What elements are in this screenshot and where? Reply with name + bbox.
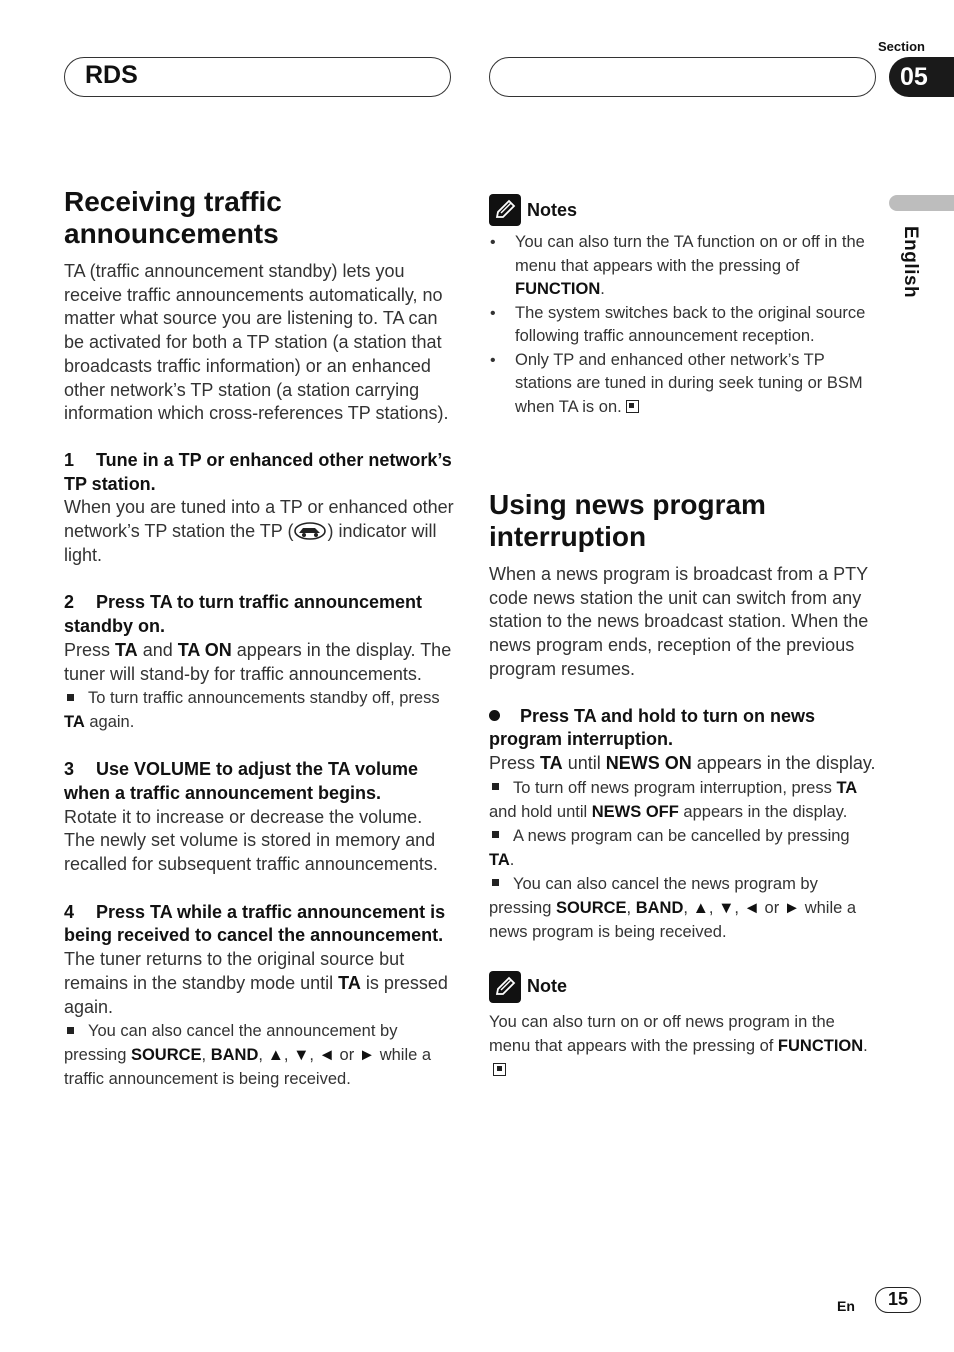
separator: ,	[708, 898, 719, 917]
key-label: TA	[64, 713, 85, 732]
step-2-tip	[64, 686, 454, 734]
tip-text: You can also cancel the news program by pressing	[489, 874, 818, 917]
separator: ,	[626, 898, 636, 917]
key-label: BAND	[210, 1046, 259, 1065]
separator: ,	[309, 1046, 319, 1065]
note-item	[489, 231, 879, 302]
body-text: until	[562, 752, 606, 773]
step-number: 4	[64, 901, 75, 922]
key-label: TA	[836, 778, 858, 797]
chapter-title: RDS	[85, 61, 138, 89]
tip-text: and hold until	[489, 802, 592, 821]
end-mark-icon	[493, 1063, 506, 1076]
tip-text: To turn traffic announcements standby off, press	[88, 689, 440, 708]
note-text: Only TP and enhanced other network’s TP stations are tuned in during seek tuning or BSM when TA is on.	[515, 350, 863, 416]
step-4-tip	[64, 1019, 454, 1091]
body-text: Press	[64, 639, 116, 660]
tip-bullet-icon	[492, 831, 499, 838]
tip-text: You can also cancel the announcement by pressing	[64, 1022, 398, 1065]
key-label: FUNCTION	[515, 280, 601, 298]
note-title: Note	[527, 976, 567, 997]
tip-text: To turn off news program interruption, press	[513, 778, 837, 797]
separator: ,	[283, 1046, 294, 1065]
tip-text: while a traffic announcement is being received.	[64, 1046, 432, 1089]
body-text: and	[137, 639, 178, 660]
key-label: TA	[540, 752, 563, 773]
up-arrow-icon: ▲	[267, 1046, 284, 1065]
news-intro: When a news program is broadcast from a PTY code news station the unit can switch from any station to the news broadcast station. When the news program ends, reception of the previous program resumes.	[489, 564, 869, 679]
notes-title: Notes	[527, 199, 578, 220]
body-text: appears in the display.	[691, 752, 876, 773]
notes-header	[489, 193, 879, 227]
section-label: Section	[878, 39, 925, 54]
note-text: You can also turn on or off news program in the menu that appears with the pressing of	[489, 1012, 835, 1055]
note-item	[489, 349, 879, 420]
key-label: TA	[338, 972, 361, 993]
step-heading-text: Use VOLUME to adjust the TA volume when a traffic announcement begins.	[64, 759, 419, 803]
tip-bullet-icon	[67, 694, 74, 701]
step-heading-text: Tune in a TP or enhanced other network’s TP station.	[64, 449, 452, 494]
separator: or	[334, 1046, 359, 1065]
body-text: ) indicator will light.	[64, 521, 437, 565]
display-label: NEWS ON	[605, 752, 692, 773]
key-label: SOURCE	[555, 898, 627, 917]
body-text: When you are tuned into a TP or enhanced other network’s TP station the TP (	[64, 497, 454, 542]
step-number: 1	[64, 449, 75, 470]
step-1-heading	[64, 449, 454, 496]
right-column	[489, 193, 879, 1082]
tip-bullet-icon	[67, 1027, 74, 1034]
body-text: appears in the display. The tuner will stand-by for traffic announcements.	[64, 639, 452, 684]
display-label: NEWS OFF	[591, 802, 679, 821]
tip-text: .	[509, 850, 515, 869]
step-2-heading	[64, 591, 454, 638]
step-4-body	[64, 948, 454, 1019]
page-number: 15	[875, 1287, 921, 1313]
news-tip-2	[489, 824, 879, 872]
language-code: En	[837, 1298, 855, 1314]
news-step-heading	[489, 705, 879, 752]
left-column	[64, 186, 454, 1091]
news-note	[489, 1010, 879, 1082]
step-number: 3	[64, 759, 75, 780]
tip-bullet-icon	[492, 783, 499, 790]
step-3-body: Rotate it to increase or decrease the volume. The newly set volume is stored in memory and recalled for subsequent traffic announcements.	[64, 806, 438, 875]
down-arrow-icon: ▼	[718, 898, 735, 917]
note-text: You can also turn the TA function on or off in the menu that appears with the pressing of	[515, 233, 865, 275]
pencil-note-icon	[489, 194, 521, 226]
step-heading-text: Press TA to turn traffic announcement standby on.	[64, 592, 423, 637]
left-arrow-icon: ◄	[318, 1046, 335, 1065]
note-header	[489, 970, 879, 1004]
tip-bullet-icon	[492, 879, 499, 886]
separator: ,	[258, 1046, 268, 1065]
step-bullet-icon	[489, 710, 500, 721]
step-number: 2	[64, 592, 75, 613]
tp-car-icon	[293, 521, 327, 541]
pencil-note-icon	[489, 971, 521, 1003]
note-text: .	[600, 280, 605, 298]
key-label: TA	[115, 639, 138, 660]
tip-text: while a news program is being received.	[489, 898, 857, 941]
key-label: SOURCE	[130, 1046, 202, 1065]
section-title-traffic: Receiving traffic announcements	[64, 186, 282, 249]
note-text: .	[863, 1036, 868, 1055]
section-title-news: Using news program interruption	[489, 489, 766, 552]
end-mark-icon	[626, 400, 639, 413]
body-text: The tuner returns to the original source but remains in the standby mode until	[64, 949, 405, 993]
header-blank-frame	[489, 57, 876, 97]
step-1-body	[64, 496, 454, 567]
separator: ,	[201, 1046, 211, 1065]
note-text: The system switches back to the original source following traffic announcement reception.	[515, 303, 866, 345]
key-label: TA	[489, 850, 510, 869]
language-label: English	[900, 226, 921, 299]
key-label: FUNCTION	[777, 1036, 864, 1055]
news-step-body	[489, 752, 879, 776]
separator: ,	[683, 898, 693, 917]
traffic-intro: TA (traffic announcement standby) lets you receive traffic announcements automatically, no matter what source you are listening to. TA can be activated for both a TP station (a station that broadcasts traffic information) or an enhanced other network’s TP station (a station carrying information which cross-references TP stations).	[64, 261, 449, 424]
body-text: Press	[489, 752, 541, 773]
down-arrow-icon: ▼	[293, 1046, 310, 1065]
right-arrow-icon: ►	[783, 898, 801, 917]
news-tip-3	[489, 872, 879, 944]
step-3-heading	[64, 758, 454, 805]
display-label: TA ON	[177, 639, 232, 660]
note-item	[489, 302, 879, 349]
up-arrow-icon: ▲	[692, 898, 709, 917]
step-heading-text: Press TA and hold to turn on news program interruption.	[489, 705, 816, 750]
key-label: BAND	[635, 898, 684, 917]
step-4-heading	[64, 901, 454, 948]
body-text: is pressed again.	[64, 972, 448, 1017]
step-2-body	[64, 639, 454, 686]
left-arrow-icon: ◄	[743, 898, 760, 917]
language-tab	[889, 195, 954, 211]
tip-text: A news program can be cancelled by pressing	[513, 826, 850, 845]
section-number: 05	[889, 57, 954, 97]
separator: ,	[734, 898, 744, 917]
tip-text: appears in the display.	[678, 802, 848, 821]
separator: or	[759, 898, 784, 917]
right-arrow-icon: ►	[358, 1046, 376, 1065]
step-heading-text: Press TA while a traffic announcement is being received to cancel the announcement.	[64, 901, 446, 946]
news-tip-1	[489, 776, 879, 824]
notes-list	[489, 231, 879, 419]
tip-text: again.	[84, 713, 135, 732]
